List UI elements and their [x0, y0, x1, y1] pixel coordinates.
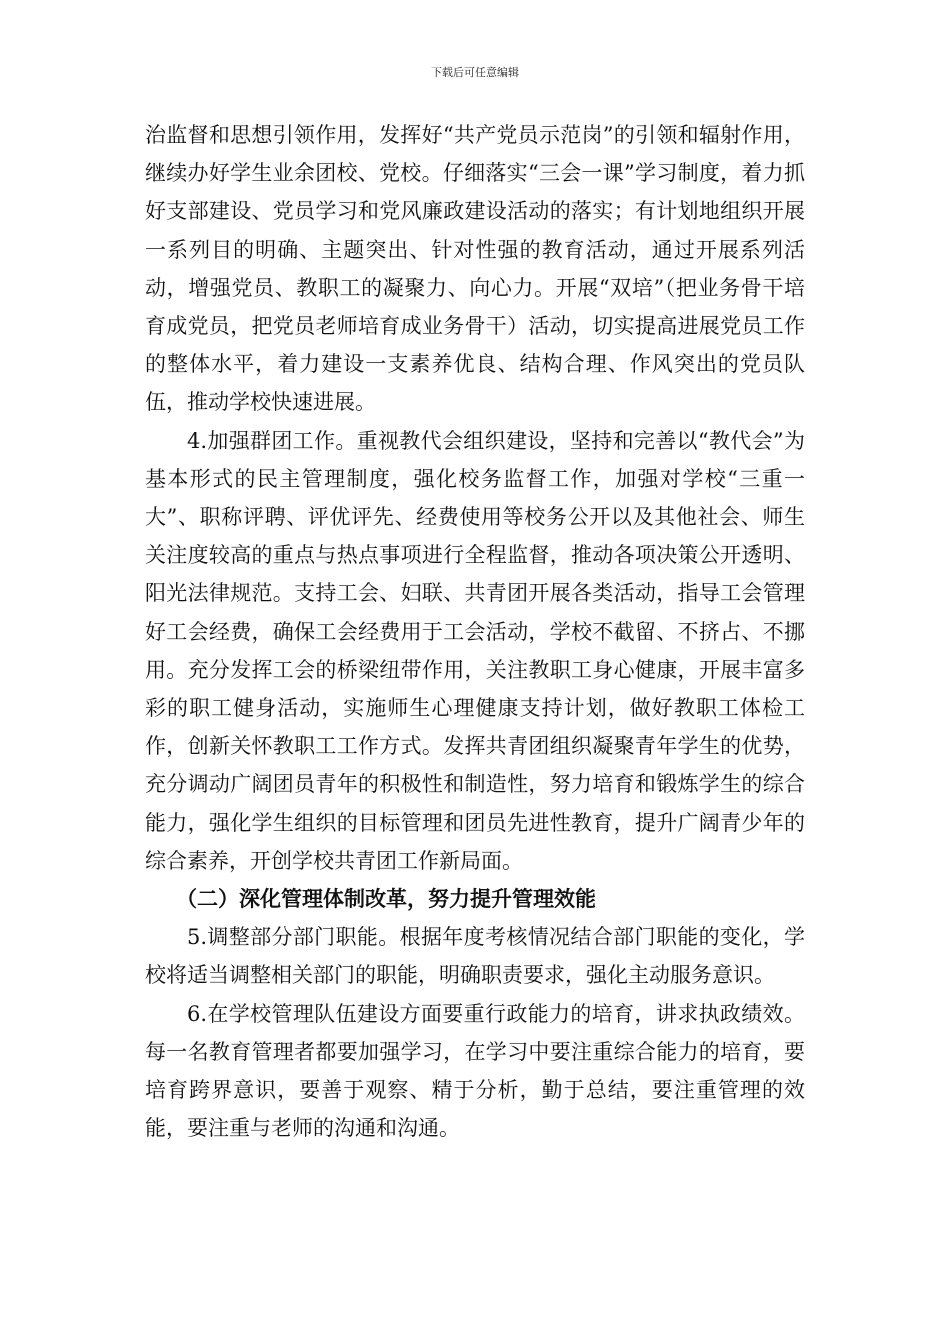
- paragraph-continuation: 治监督和思想引领作用，发挥好“共产党员示范岗”的引领和辐射作用，继续办好学生业余团校、党校。仔细落实“三会一课”学习制度，着力抓好支部建设、党员学习和党风廉政建设活动的落实；有计划地组织开展一系列目的明确、主题突出、针对性强的教育活动，通过开展系列活动，增强党员、教职工的凝聚力、向心力。开展“双培”（把业务骨干培育成党员，把党员老师培育成业务骨干）活动，切实提高进展党员工作的整体水平，着力建设一支素养优良、结构合理、作风突出的党员队伍，推动学校快速进展。: [145, 123, 805, 415]
- page-header-note: 下载后可任意编辑: [431, 66, 519, 79]
- paragraph-item-6: 6.在学校管理队伍建设方面要重行政能力的培育，讲求执政绩效。每一名教育管理者都要加强学习，在学习中要注重综合能力的培育，要培育跨界意识，要善于观察、精于分析，勤于总结，要注重管理的效能，要注重与老师的沟通和沟通。: [145, 1001, 805, 1141]
- document-body: [145, 116, 805, 1147]
- paragraph-item-4: 4.加强群团工作。重视教代会组织建设，坚持和完善以“教代会”为基本形式的民主管理制度，强化校务监督工作，加强对学校“三重一大”、职称评聘、评优评先、经费使用等校务公开以及其他社会、师生关注度较高的重点与热点事项进行全程监督，推动各项决策公开透明、阳光法律规范。支持工会、妇联、共青团开展各类活动，指导工会管理好工会经费，确保工会经费用于工会活动，学校不截留、不挤占、不挪用。充分发挥工会的桥梁纽带作用，关注教职工身心健康，开展丰富多彩的职工健身活动，实施师生心理健康支持计划，做好教职工体检工作，创新关怀教职工工作方式。发挥共青团组织凝聚青年学生的优势，充分调动广阔团员青年的积极性和制造性，努力培育和锻炼学生的综合能力，强化学生组织的目标管理和团员先进性教育，提升广阔青少年的综合素养，开创学校共青团工作新局面。: [145, 428, 805, 873]
- section-heading: （二）深化管理体制改革，努力提升管理效能: [176, 886, 596, 912]
- paragraph-item-5: 5.调整部分部门职能。根据年度考核情况结合部门职能的变化，学校将适当调整相关部门的职能，明确职责要求，强化主动服务意识。: [145, 925, 805, 988]
